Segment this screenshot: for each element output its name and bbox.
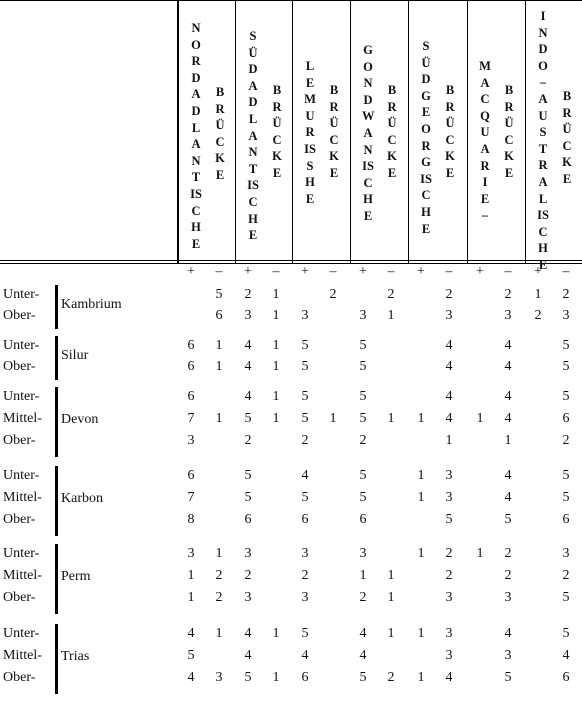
table-cell: 5	[359, 670, 367, 685]
header-column-name: LEMURISSHE	[304, 59, 316, 206]
table-cell: 5	[359, 468, 367, 483]
table-cell: 5	[562, 358, 570, 374]
table-cell: 5	[562, 338, 570, 353]
table-cell: 2	[359, 590, 367, 605]
table-cell: 6	[562, 512, 570, 527]
table-cell: 1	[272, 358, 280, 374]
period-bracket	[55, 285, 58, 329]
table-cell: 2	[244, 568, 252, 583]
table-cell: 1	[417, 670, 425, 685]
header-column-name: NORDADLANTISCHE	[190, 21, 202, 251]
table-cell: 5	[359, 389, 367, 404]
stage-label: Unter-	[3, 626, 40, 641]
table-cell: 2	[562, 287, 570, 302]
table-cell: 2	[359, 433, 367, 448]
table-cell: 3	[244, 590, 252, 605]
table-cell: 1	[476, 411, 484, 426]
table-cell: 3	[187, 433, 195, 448]
table-cell: 3	[244, 546, 252, 561]
stage-label: Ober-	[3, 512, 36, 527]
stage-label: Mittel-	[3, 568, 42, 583]
table-cell: 5	[562, 389, 570, 404]
table-cell: 5	[562, 590, 570, 605]
period-name: Karbon	[61, 491, 103, 506]
table-cell: 4	[504, 626, 512, 641]
table-cell: 2	[445, 287, 453, 302]
table-cell: 1	[272, 389, 280, 404]
column-divider	[408, 0, 409, 263]
header-column-suffix: BRÜCKE	[562, 89, 572, 186]
table-cell: 3	[244, 307, 252, 323]
table-cell: 1	[272, 670, 280, 685]
table-cell: 1	[476, 546, 484, 561]
plus-sign: +	[301, 264, 309, 279]
table-cell: 4	[359, 648, 367, 663]
stage-label: Unter-	[3, 468, 40, 483]
table-cell: 4	[445, 411, 453, 426]
table-cell: 6	[215, 307, 223, 323]
table-cell: 1	[417, 490, 425, 505]
table-cell: 4	[187, 626, 195, 641]
table-cell: 3	[504, 648, 512, 663]
table-cell: 1	[272, 626, 280, 641]
table-cell: 5	[215, 287, 223, 302]
period-name: Perm	[61, 569, 91, 584]
column-divider	[177, 0, 179, 263]
table-cell: 4	[244, 648, 252, 663]
stage-label: Ober-	[3, 590, 36, 605]
table-cell: 6	[359, 512, 367, 527]
table-cell: 1	[417, 468, 425, 483]
table-cell: 6	[301, 512, 309, 527]
table-cell: 6	[562, 411, 570, 426]
minus-sign: –	[445, 264, 453, 279]
table-cell: 4	[244, 626, 252, 641]
table-cell: 5	[301, 490, 309, 505]
table-cell: 4	[504, 389, 512, 404]
header-column-suffix: BRÜCKE	[387, 83, 397, 180]
stage-label: Mittel-	[3, 648, 42, 663]
table-cell: 3	[562, 546, 570, 561]
table-cell: 1	[272, 338, 280, 353]
table-cell: 5	[187, 648, 195, 663]
table-cell: 2	[504, 287, 512, 302]
table-cell: 2	[329, 287, 337, 302]
table-cell: 1	[504, 433, 512, 448]
header-column-name: SÜDGEORGISCHE	[420, 39, 432, 236]
table-cell: 1	[215, 411, 223, 426]
table-cell: 4	[244, 358, 252, 374]
table-cell: 1	[387, 590, 395, 605]
table-cell: 3	[301, 307, 309, 323]
table-cell: 1	[445, 433, 453, 448]
table-cell: 3	[445, 648, 453, 663]
table-cell: 5	[301, 411, 309, 426]
table-cell: 5	[359, 411, 367, 426]
stage-label: Unter-	[3, 389, 40, 404]
plus-sign: +	[476, 264, 484, 279]
table-cell: 3	[187, 546, 195, 561]
table-cell: 4	[562, 648, 570, 663]
stage-label: Unter-	[3, 287, 40, 302]
minus-sign: –	[504, 264, 512, 279]
period-bracket	[55, 544, 58, 614]
table-cell: 1	[272, 287, 280, 302]
stage-label: Ober-	[3, 433, 36, 448]
table-cell: 5	[244, 490, 252, 505]
table-cell: 1	[272, 307, 280, 323]
header-bottom-rule-2	[0, 263, 582, 264]
table-cell: 5	[359, 338, 367, 353]
minus-sign: –	[272, 264, 280, 279]
table-cell: 5	[301, 358, 309, 374]
table-cell: 5	[244, 670, 252, 685]
header-bottom-rule-1	[0, 260, 582, 261]
plus-sign: +	[534, 264, 542, 279]
column-divider	[350, 0, 351, 263]
header-column-name: INDO–AUSTRALISCHE	[537, 9, 549, 272]
top-rule	[0, 0, 582, 1]
table-cell: 5	[244, 411, 252, 426]
table-cell: 7	[187, 411, 195, 426]
stage-label: Ober-	[3, 670, 36, 685]
table-cell: 1	[417, 411, 425, 426]
table-cell: 2	[215, 568, 223, 583]
table-cell: 1	[359, 568, 367, 583]
table-cell: 3	[445, 590, 453, 605]
table-cell: 4	[187, 670, 195, 685]
table-cell: 3	[504, 307, 512, 323]
table-cell: 2	[445, 568, 453, 583]
table-cell: 6	[187, 389, 195, 404]
table-cell: 1	[387, 307, 395, 323]
table-cell: 2	[534, 307, 542, 323]
table-cell: 8	[187, 512, 195, 527]
period-name: Trias	[61, 649, 90, 664]
table-cell: 3	[445, 490, 453, 505]
table-cell: 1	[387, 626, 395, 641]
table-cell: 5	[504, 670, 512, 685]
table-cell: 5	[504, 512, 512, 527]
table-cell: 4	[504, 468, 512, 483]
period-name: Devon	[61, 412, 99, 427]
table-cell: 1	[187, 568, 195, 583]
table-cell: 3	[301, 590, 309, 605]
table-cell: 1	[387, 568, 395, 583]
table-cell: 3	[504, 590, 512, 605]
table-cell: 1	[417, 626, 425, 641]
period-bracket	[55, 336, 58, 380]
table-cell: 2	[244, 433, 252, 448]
table-cell: 6	[187, 338, 195, 353]
table-cell: 6	[187, 358, 195, 374]
column-divider	[235, 0, 236, 263]
table-cell: 2	[562, 568, 570, 583]
table-cell: 4	[301, 468, 309, 483]
table-cell: 2	[215, 590, 223, 605]
table-cell: 6	[187, 468, 195, 483]
plus-sign: +	[359, 264, 367, 279]
table-cell: 4	[445, 670, 453, 685]
table-cell: 1	[417, 546, 425, 561]
period-name: Kambrium	[61, 297, 122, 312]
table-cell: 4	[504, 411, 512, 426]
table-cell: 4	[359, 626, 367, 641]
header-column-name: GONDWANISCHE	[362, 43, 375, 223]
minus-sign: –	[387, 264, 395, 279]
table-cell: 3	[445, 307, 453, 323]
table-cell: 6	[301, 670, 309, 685]
table-cell: 4	[504, 490, 512, 505]
table-cell: 2	[504, 546, 512, 561]
minus-sign: –	[562, 264, 570, 279]
table-cell: 2	[387, 670, 395, 685]
header-column-suffix: BRÜCKE	[272, 83, 282, 180]
period-name: Silur	[61, 348, 89, 363]
table-cell: 5	[445, 512, 453, 527]
table-cell: 5	[301, 389, 309, 404]
table-cell: 5	[359, 358, 367, 374]
table-cell: 1	[387, 411, 395, 426]
table-cell: 2	[387, 287, 395, 302]
table-cell: 2	[301, 568, 309, 583]
table-cell: 5	[359, 490, 367, 505]
minus-sign: –	[329, 264, 337, 279]
header-column-suffix: BRÜCKE	[504, 83, 514, 180]
table-cell: 7	[187, 490, 195, 505]
table-cell: 3	[301, 546, 309, 561]
table-cell: 3	[562, 307, 570, 323]
period-bracket	[55, 387, 58, 457]
table-cell: 3	[359, 307, 367, 323]
table-cell: 5	[301, 338, 309, 353]
plus-sign: +	[187, 264, 195, 279]
table-cell: 1	[272, 411, 280, 426]
table-cell: 1	[215, 358, 223, 374]
table-cell: 6	[562, 670, 570, 685]
table-cell: 4	[244, 389, 252, 404]
stage-label: Unter-	[3, 546, 40, 561]
table-cell: 3	[359, 546, 367, 561]
table-cell: 4	[301, 648, 309, 663]
table-cell: 1	[215, 338, 223, 353]
stage-label: Ober-	[3, 307, 36, 323]
table-cell: 6	[244, 512, 252, 527]
period-bracket	[55, 624, 58, 694]
table-cell: 2	[301, 433, 309, 448]
table-cell: 1	[215, 626, 223, 641]
stage-label: Mittel-	[3, 490, 42, 505]
plus-sign: +	[417, 264, 425, 279]
table-cell: 4	[445, 358, 453, 374]
period-bracket	[55, 466, 58, 536]
plus-sign: +	[244, 264, 252, 279]
header-column-suffix: BRÜCKE	[445, 83, 455, 180]
table-cell: 3	[445, 468, 453, 483]
table-cell: 2	[244, 287, 252, 302]
header-column-suffix: BRÜCKE	[215, 85, 225, 182]
table-cell: 4	[244, 338, 252, 353]
column-divider	[467, 0, 468, 263]
table-cell: 1	[187, 590, 195, 605]
stage-label: Unter-	[3, 338, 40, 353]
table-cell: 1	[215, 546, 223, 561]
table-cell: 2	[562, 433, 570, 448]
table-cell: 4	[445, 389, 453, 404]
header-column-suffix: BRÜCKE	[329, 83, 339, 180]
stage-label: Mittel-	[3, 411, 42, 426]
table-cell: 5	[562, 626, 570, 641]
table-cell: 1	[329, 411, 337, 426]
header-column-name: MACQUARIE–	[479, 59, 491, 223]
column-divider	[292, 0, 293, 263]
table-cell: 3	[215, 670, 223, 685]
table-cell: 5	[562, 468, 570, 483]
table-cell: 4	[445, 338, 453, 353]
table-cell: 4	[504, 358, 512, 374]
column-divider	[525, 0, 526, 263]
table-cell: 2	[504, 568, 512, 583]
stage-label: Ober-	[3, 358, 36, 374]
table-cell: 5	[562, 490, 570, 505]
table-cell: 1	[534, 287, 542, 302]
table-cell: 5	[244, 468, 252, 483]
table-cell: 5	[301, 626, 309, 641]
minus-sign: –	[215, 264, 223, 279]
table-cell: 3	[445, 626, 453, 641]
header-column-name: SÜDADLANTISCHE	[247, 29, 259, 243]
table-cell: 2	[445, 546, 453, 561]
table-cell: 4	[504, 338, 512, 353]
